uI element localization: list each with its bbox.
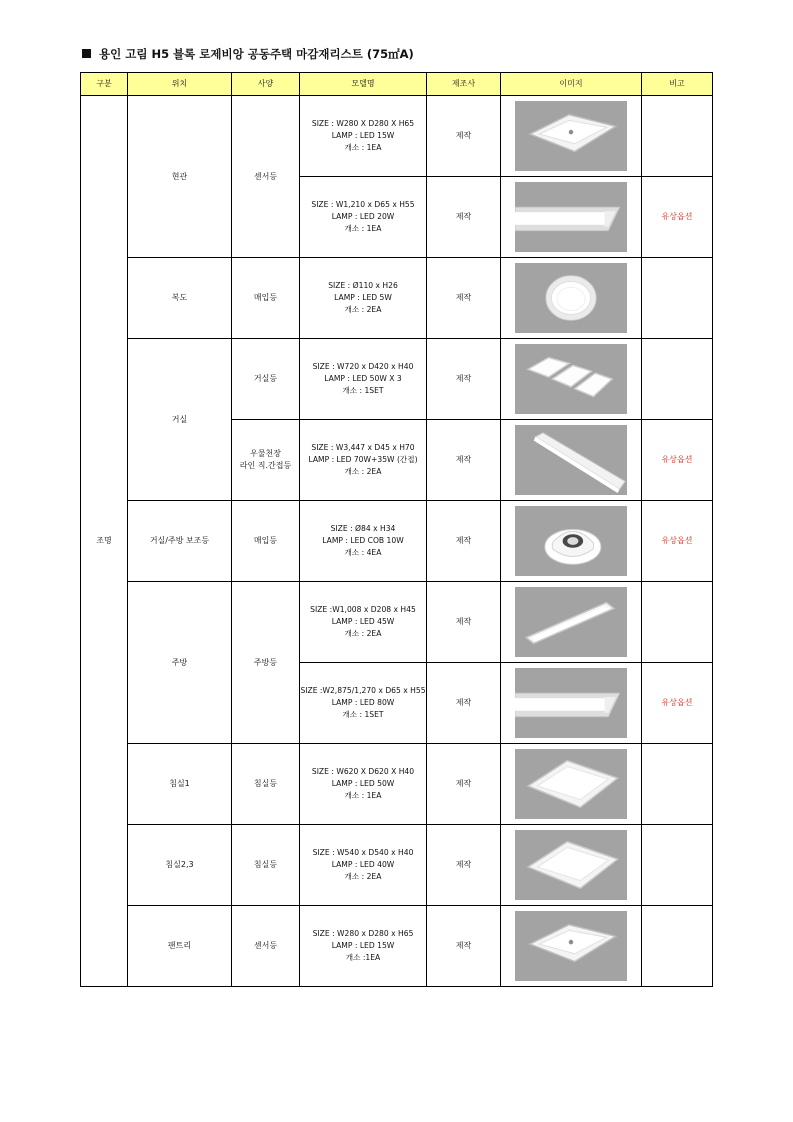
note-cell	[642, 744, 713, 825]
bullet-square-icon	[82, 49, 91, 58]
location-cell: 거실/주방 보조등	[128, 501, 232, 582]
maker-cell: 제작	[427, 744, 501, 825]
location-cell: 팬트리	[128, 906, 232, 987]
square-panel-light-icon	[515, 749, 627, 819]
note-cell	[642, 825, 713, 906]
cove-line-light-icon	[515, 425, 627, 495]
spec-cell: 주방등	[232, 582, 300, 744]
note-cell	[642, 339, 713, 420]
cob-downlight-icon	[515, 506, 627, 576]
model-cell: SIZE : W1,210 x D65 x H55 LAMP : LED 20W 개소 : 1EA	[300, 177, 427, 258]
table-row	[81, 825, 713, 906]
image-cell	[501, 420, 642, 501]
finish-list-table	[80, 72, 713, 987]
linear-light-icon	[515, 668, 627, 738]
table-header-row	[81, 73, 713, 96]
spec-cell: 센서등	[232, 96, 300, 258]
model-cell: SIZE : W540 x D540 x H40 LAMP : LED 40W 개소 : 2EA	[300, 825, 427, 906]
round-downlight-icon	[515, 263, 627, 333]
spec-cell: 침실등	[232, 744, 300, 825]
model-cell: SIZE : W280 x D280 x H65 LAMP : LED 15W 개소 :1EA	[300, 906, 427, 987]
maker-cell: 제작	[427, 825, 501, 906]
location-cell: 현관	[128, 96, 232, 258]
image-cell	[501, 744, 642, 825]
title-text: 용인 고림 H5 블록 로제비앙 공동주택 마감재리스트 (75㎡A)	[99, 47, 414, 61]
spec-cell: 매입등	[232, 501, 300, 582]
page-title	[82, 46, 414, 62]
location-cell: 침실2,3	[128, 825, 232, 906]
model-cell: SIZE : W620 X D620 X H40 LAMP : LED 50W 개소 : 1EA	[300, 744, 427, 825]
table-row	[81, 258, 713, 339]
maker-cell: 제작	[427, 420, 501, 501]
maker-cell: 제작	[427, 96, 501, 177]
location-cell: 거실	[128, 339, 232, 501]
square-panel-light-icon	[515, 830, 627, 900]
model-cell: SIZE : Ø110 x H26 LAMP : LED 5W 개소 : 2EA	[300, 258, 427, 339]
header-note: 비고	[642, 73, 713, 96]
image-cell	[501, 663, 642, 744]
note-cell: 유상옵션	[642, 177, 713, 258]
spec-cell: 센서등	[232, 906, 300, 987]
model-cell: SIZE : Ø84 x H34 LAMP : LED COB 10W 개소 : 4EA	[300, 501, 427, 582]
maker-cell: 제작	[427, 582, 501, 663]
table-row	[81, 906, 713, 987]
maker-cell: 제작	[427, 663, 501, 744]
location-cell: 주방	[128, 582, 232, 744]
model-cell: SIZE : W3,447 x D45 x H70 LAMP : LED 70W+35W (간접) 개소 : 2EA	[300, 420, 427, 501]
header-maker: 제조사	[427, 73, 501, 96]
model-cell: SIZE :W2,875/1,270 x D65 x H55 LAMP : LED 80W 개소 : 1SET	[300, 663, 427, 744]
long-panel-light-icon	[515, 587, 627, 657]
maker-cell: 제작	[427, 906, 501, 987]
note-cell: 유상옵션	[642, 420, 713, 501]
note-cell	[642, 906, 713, 987]
image-cell	[501, 825, 642, 906]
spec-cell: 침실등	[232, 825, 300, 906]
image-cell	[501, 906, 642, 987]
image-cell	[501, 96, 642, 177]
note-cell	[642, 96, 713, 177]
note-cell: 유상옵션	[642, 501, 713, 582]
maker-cell: 제작	[427, 501, 501, 582]
maker-cell: 제작	[427, 339, 501, 420]
table-row	[81, 744, 713, 825]
header-image: 이미지	[501, 73, 642, 96]
triple-panel-light-icon	[515, 344, 627, 414]
square-sensor-light-icon	[515, 911, 627, 981]
location-cell: 침실1	[128, 744, 232, 825]
table-row	[81, 339, 713, 420]
model-cell: SIZE :W1,008 x D208 x H45 LAMP : LED 45W 개소 : 2EA	[300, 582, 427, 663]
spec-cell: 매입등	[232, 258, 300, 339]
header-model: 모델명	[300, 73, 427, 96]
category-cell: 조명	[81, 96, 128, 987]
header-location: 위치	[128, 73, 232, 96]
image-cell	[501, 339, 642, 420]
maker-cell: 제작	[427, 177, 501, 258]
location-cell: 복도	[128, 258, 232, 339]
maker-cell: 제작	[427, 258, 501, 339]
image-cell	[501, 582, 642, 663]
spec-cell: 우물천장 라인 직.간접등	[232, 420, 300, 501]
image-cell	[501, 501, 642, 582]
note-cell: 유상옵션	[642, 663, 713, 744]
table-row	[81, 96, 713, 177]
image-cell	[501, 177, 642, 258]
header-spec: 사양	[232, 73, 300, 96]
spec-cell: 거실등	[232, 339, 300, 420]
square-sensor-light-icon	[515, 101, 627, 171]
header-category: 구분	[81, 73, 128, 96]
model-cell: SIZE : W720 x D420 x H40 LAMP : LED 50W X 3 개소 : 1SET	[300, 339, 427, 420]
table-row	[81, 582, 713, 663]
note-cell	[642, 582, 713, 663]
note-cell	[642, 258, 713, 339]
linear-light-icon	[515, 182, 627, 252]
image-cell	[501, 258, 642, 339]
table-row	[81, 501, 713, 582]
model-cell: SIZE : W280 X D280 X H65 LAMP : LED 15W 개소 : 1EA	[300, 96, 427, 177]
